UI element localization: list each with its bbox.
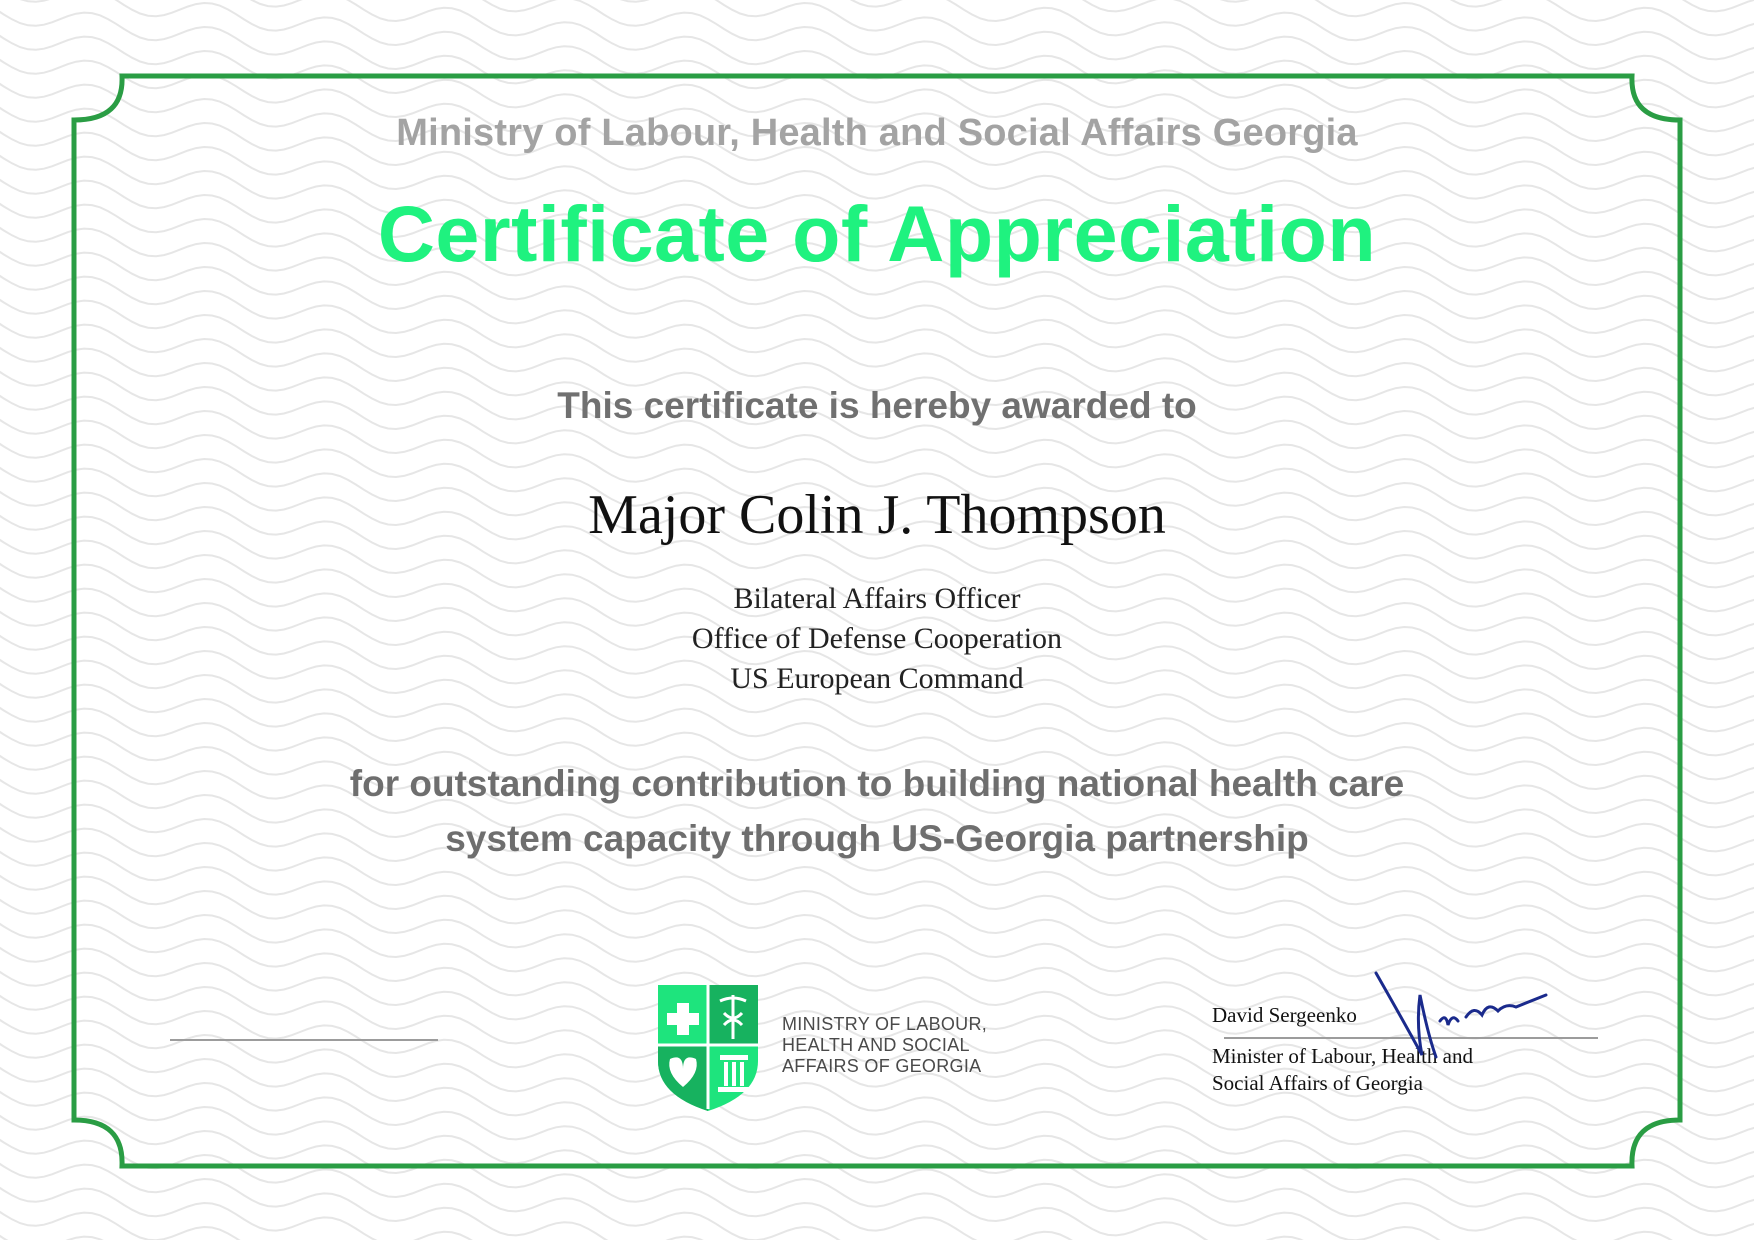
logo-text-line: MINISTRY OF LABOUR, — [782, 1014, 988, 1034]
certificate-title: Certificate of Appreciation — [377, 189, 1377, 278]
recipient-position-line: Bilateral Affairs Officer — [733, 582, 1021, 615]
recipient-name: Major Colin J. Thompson — [588, 484, 1166, 546]
signatory-name: David Sergeenko — [1212, 1003, 1357, 1027]
recipient-office-line: Office of Defense Cooperation — [691, 622, 1063, 655]
logo-text-line: HEALTH AND SOCIAL — [782, 1035, 970, 1055]
signatory-title-line: Social Affairs of Georgia — [1212, 1071, 1423, 1095]
ministry-shield-icon — [650, 983, 766, 1113]
left-signature-line — [170, 1039, 438, 1041]
award-reason-line: for outstanding contribution to building national health care — [349, 763, 1405, 804]
handwritten-signature — [1370, 965, 1550, 1075]
recipient-command-line: US European Command — [730, 662, 1024, 695]
logo-text-line: AFFAIRS OF GEORGIA — [782, 1056, 982, 1076]
signatory-title-line: Minister of Labour, Health and — [1212, 1044, 1474, 1068]
award-intro: This certificate is hereby awarded to — [557, 385, 1197, 426]
ministry-heading: Ministry of Labour, Health and Social Affairs Georgia — [396, 112, 1358, 154]
award-reason-line: system capacity through US-Georgia partnership — [445, 818, 1309, 859]
